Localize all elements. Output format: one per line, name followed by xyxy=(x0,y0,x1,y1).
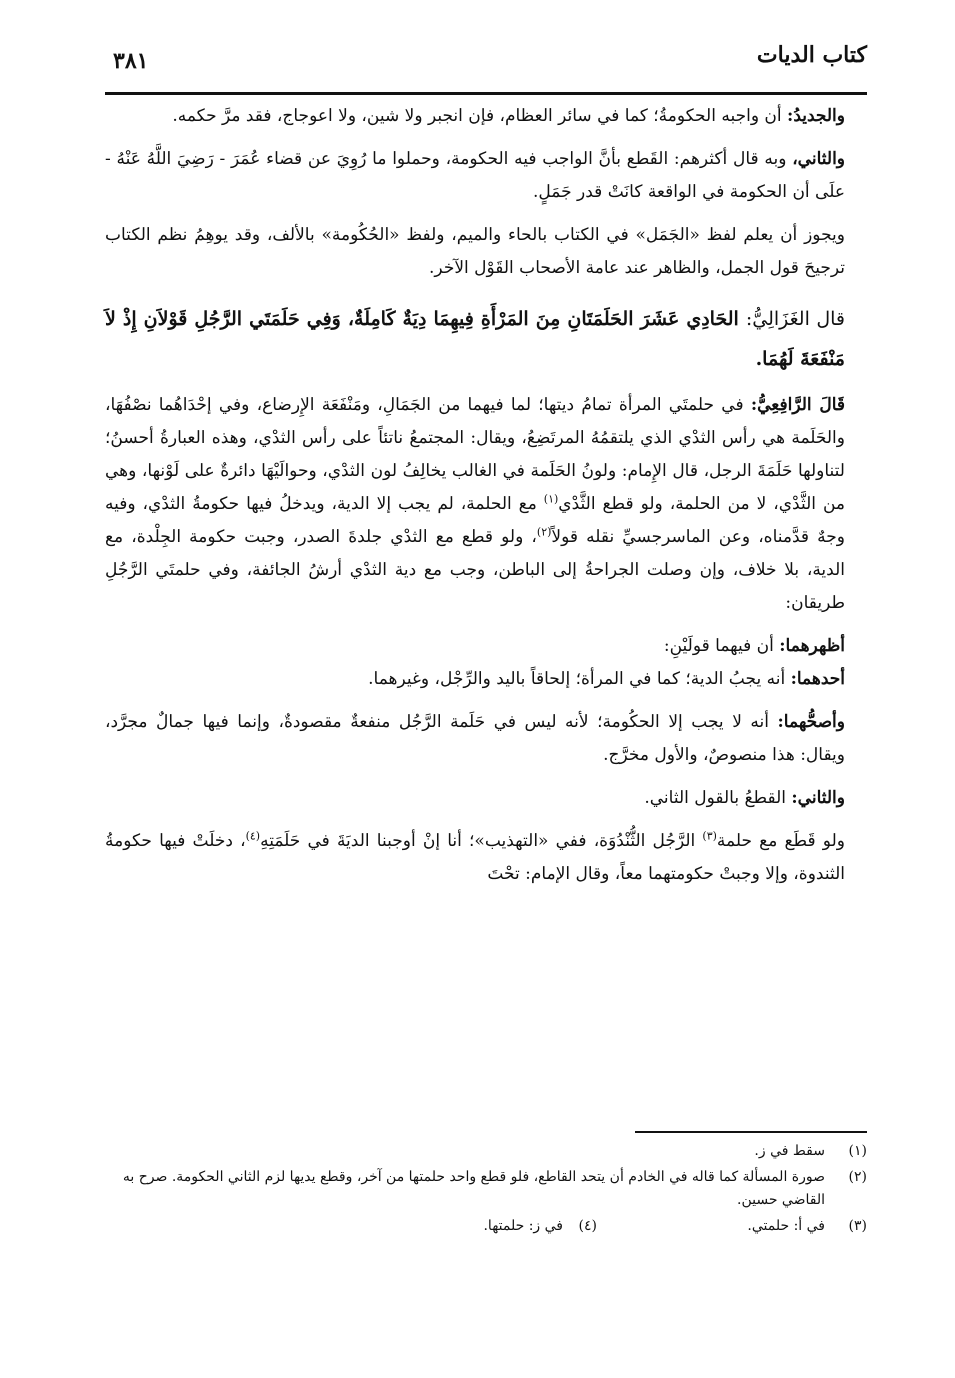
paragraph-text: ويجوز أن يعلم لفظ «الجَمَل» في الكتاب بالحاء والميم، ولفظ «الحُكُومة» بالألف، وقد يوهِمُ نظم الكتاب ترجيحَ قول الجمل، والظاهر عند عامة الأصحاب القَوْل الآخر. xyxy=(105,225,845,278)
paragraph-text: وبه قال أكثرهم: القَطع بأنَّ الواجب فيه الحكومة، وحملوا ما رُوِيَ عن قضاء عُمَرَ - رَضِيَ اللَّهُ عَنْهُ - علَى أن الحكومة في الواقعة كانَتْ قدر جَمَلٍ. xyxy=(105,149,845,202)
footnote-number: (١) xyxy=(848,1143,867,1159)
footnote-rule xyxy=(635,1131,867,1133)
paragraph-second-opinion xyxy=(105,143,867,209)
quote-text: الحَادِي عَشَرَ الحَلَمَتَانِ مِنَ المَرْأَةِ فِيهِمَا دِيَةٌ كَامِلَةٌ، وَفِي حَلَمَتَي الرَّجُلِ قَوْلاَنِ إِذْ لاَ مَنْفَعَةَ لَهُمَا. xyxy=(105,308,845,370)
paragraph-clearer-path xyxy=(105,630,867,663)
paragraph-text: أنه يجبُ الدية؛ كما في المرأة؛ إلحاقاً باليد والرِّجْل، وغيرهما. xyxy=(368,669,791,689)
term-label: أحدهما: xyxy=(790,669,845,689)
term-label: والثاني، xyxy=(792,149,845,169)
footnote xyxy=(105,1140,867,1163)
page-header xyxy=(105,34,867,86)
paragraph-text: ، ولو قطع مع الثدْي جلدةَ الصدر، وجبت حكومة الجِلْدة، مع الدية، بلا خلاف، وإن وصلت الجراحةُ إلى الباطن، وجب مع دية الثدْي أرشُ الجائفة، وفي حلمتَي الرَّجُلِ طريقان: xyxy=(105,527,845,613)
paragraph-wording-note xyxy=(105,219,867,285)
paragraph-text: ولو قَطَع مع حلمة xyxy=(716,831,845,851)
term-label: أظهرهما: xyxy=(779,636,845,656)
paragraph-text: أنه لا يجب إلا الحكُومة؛ لأنه ليس في حَلَمة الرَّجُل منفعةٌ مقصودةٌ، وإنما فيها جمالٌ مجرَّد، ويقال: هذا منصوصٌ، والأول مخرَّج. xyxy=(105,712,845,765)
quote-attribution: قال الغَزَالِيُّ: xyxy=(745,308,845,330)
footnote-number: (٢) xyxy=(848,1169,867,1185)
footnote-number: (٤) xyxy=(578,1218,597,1234)
header-rule xyxy=(105,92,867,95)
term-label: والثاني: xyxy=(791,788,845,808)
footnote-ref: (٣) xyxy=(702,829,717,843)
paragraph-text: أن واجبه الحكومةُ؛ كما في سائر العظام، فإن انجبر ولا شين، ولا اعوجاج، فقد مرَّ حكمه. xyxy=(172,106,788,126)
term-label: وأصحُّهما: xyxy=(777,712,845,732)
footnote-text: في أ: حلمتي. xyxy=(747,1218,825,1234)
paragraph-new-opinion xyxy=(105,100,867,133)
paragraph-second-path xyxy=(105,782,867,815)
footnote-text: سقط في ز. xyxy=(754,1143,825,1159)
footnote-ref: (٢) xyxy=(536,525,552,539)
footnote-ref: (١) xyxy=(543,492,559,506)
footnote-number: (٣) xyxy=(848,1218,867,1234)
ghazali-quote xyxy=(105,299,867,379)
footnote-row xyxy=(105,1215,867,1238)
footnote xyxy=(105,1166,867,1212)
paragraph-first-view xyxy=(105,663,867,696)
paragraph-text: في حلمتَي المرأة تمامُ ديتها؛ لما فيهما من الجَمَالِ، ومَنْفَعَة الإِرضاع، وفي إحْدَاهُما نصْفُهَا، والحَلَمة هي رأس الثدْي الذي يلتقمُهُ المرتَضِعُ، ويقال: المجتمعُ ناتئاً على رأس الثدْي، وهذه العبارةُ أحسنُ؛ لتناولها حَلَمَةَ الرجل، قال الإِمام: ولونُ الحَلَمة في الغالب يخالِفُ لون الثدْي، وحوالَيْهَا دائرةٌ على لَوْنها، وهي من الثَّدْي، لا من الحلمة، ولو قطع الثَّدْي xyxy=(105,395,845,514)
book-title: كتاب الديات xyxy=(756,42,867,68)
paragraph-text: ، دخلَتْ فيها حكومةُ الثندوة، وإلا وجبتْ حكومتهما معاً، وقال الإمام: تحْتَ xyxy=(105,831,845,884)
footnote-text: صورة المسألة كما قاله في الخادم أن يتحد القاطع، فلو قطع واحد حلمتها من آخر، وقطع يديها لزم الثاني الحكومة. صرح به القاضي حسين. xyxy=(122,1169,825,1208)
footnotes xyxy=(105,1140,867,1238)
footnote-ref: (٤) xyxy=(245,829,261,843)
footnote-text: في ز: حلمتها. xyxy=(483,1218,563,1234)
term-label: والجديدُ: xyxy=(787,106,845,126)
paragraph-sounder-view xyxy=(105,706,867,772)
page-number: ٣٨١ xyxy=(113,48,149,74)
paragraph-text: أن فيهما قولَيْنِ: xyxy=(663,636,780,656)
commentary-attribution: قَالَ الرَّافِعِيُّ: xyxy=(750,395,846,415)
paragraph-text: مع الحلمة، لم يجب إلا الدية، ويدخلُ فيها حكومةُ الثدْي، وفيه وجهٌ قدَّمناه، وعن الماسرجسيِّ نقله قولاً xyxy=(105,494,845,547)
paragraph-text: القطعُ بالقول الثاني. xyxy=(644,788,792,808)
rafii-commentary xyxy=(105,389,867,620)
paragraph-text: الرَّجُل الثُّنْدُوَة، ففي «التهذيب»؛ أنا إنْ أوجبنا الديَةَ في حَلَمَتِهِ xyxy=(260,831,703,851)
paragraph-thunduwa xyxy=(105,825,867,891)
main-text xyxy=(105,100,867,901)
